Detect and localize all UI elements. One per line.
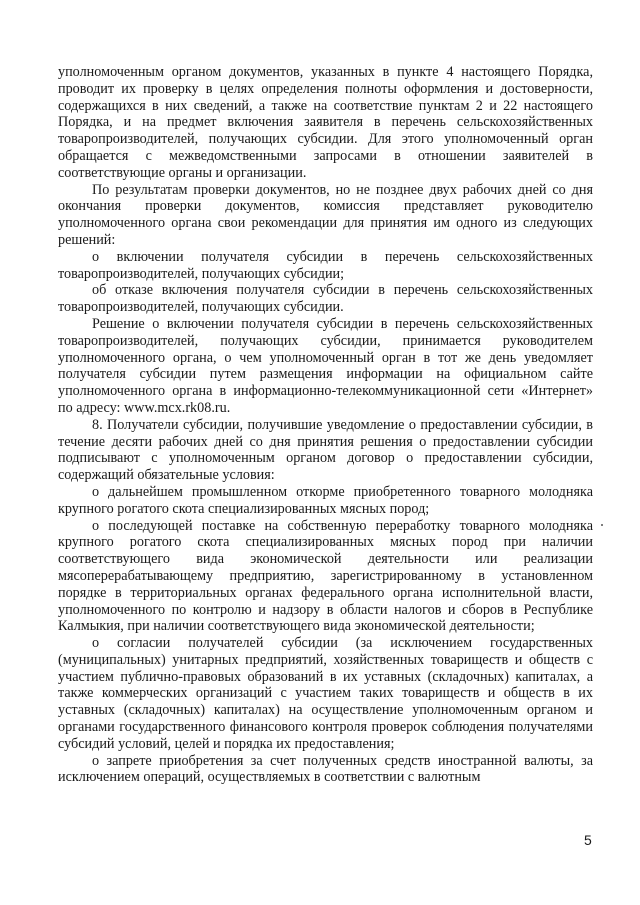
document-body (58, 64, 593, 786)
paragraph: о дальнейшем промышленном откорме приобретенного товарного молодняка крупного рогатого скота специализированных мясных пород; (58, 483, 593, 517)
paragraph: Решение о включении получателя субсидии в перечень сельскохозяйственных товаропроизводителей, получающих субсидии, принимается руководителем уполномоченного органа, о чем уполномоченный орган в тот же день уведомляет получателя субсидии путем размещения информации на официальном сайте уполномоченного органа в информационно-телекоммуникационной сети «Интернет» по адресу: www.mcx.rk08.ru. (58, 315, 593, 416)
paragraph: о включении получателя субсидии в перечень сельскохозяйственных товаропроизводителей, получающих субсидии; (58, 248, 593, 282)
paragraph: уполномоченным органом документов, указанных в пункте 4 настоящего Порядка, проводит их проверку в целях определения полноты оформления и достоверности, содержащихся в них сведений, а также на соответствие пунктам 2 и 22 настоящего Порядка, и на предмет включения заявителя в перечень сельскохозяйственных товаропроизводителей, получающих субсидии. Для этого уполномоченный орган обращается с межведомственными запросами в отношении заявителей в соответствующие органы и организации. (58, 64, 593, 181)
page-number: 5 (584, 832, 592, 848)
paragraph: об отказе включения получателя субсидии в перечень сельскохозяйственных товаропроизводителей, получающих субсидии. (58, 282, 593, 316)
paragraph: 8. Получатели субсидии, получившие уведомление о предоставлении субсидии, в течение десяти рабочих дней со дня принятия решения о предоставлении субсидии подписывают с уполномоченным органом договор о предоставлении субсидии, содержащий обязательные условия: (58, 416, 593, 484)
paragraph: По результатам проверки документов, но не позднее двух рабочих дней со дня окончания проверки документов, комиссия представляет руководителю уполномоченного органа свои рекомендации для принятия им одного из следующих решений: (58, 181, 593, 248)
paragraph: о запрете приобретения за счет полученных средств иностранной валюты, за исключением операций, осуществляемых в соответствии с валютным (58, 752, 593, 786)
paragraph: о последующей поставке на собственную переработку товарного молодняка крупного рогатого скота специализированных мясных пород при наличии соответствующего вида экономической деятельности или реализации мясоперерабатывающему предприятию, зарегистрированному в установленном порядке в территориальных органах федерального органа исполнительной власти, уполномоченного по контролю и надзору в области налогов и сборов в Республике Калмыкия, при наличии соответствующего вида экономической деятельности; (58, 517, 593, 635)
paragraph: о согласии получателей субсидии (за исключением государственных (муниципальных) унитарных предприятий, хозяйственных товариществ и обществ с участием публично-правовых образований в их уставных (складочных) капиталах, а также коммерческих организаций с участием таких товариществ и обществ в их уставных (складочных) капиталах) на осуществление уполномоченным органом и органами государственного финансового контроля проверок соблюдения получателями субсидий условий, целей и порядка их предоставления; (58, 635, 593, 752)
scan-speck (601, 524, 603, 526)
